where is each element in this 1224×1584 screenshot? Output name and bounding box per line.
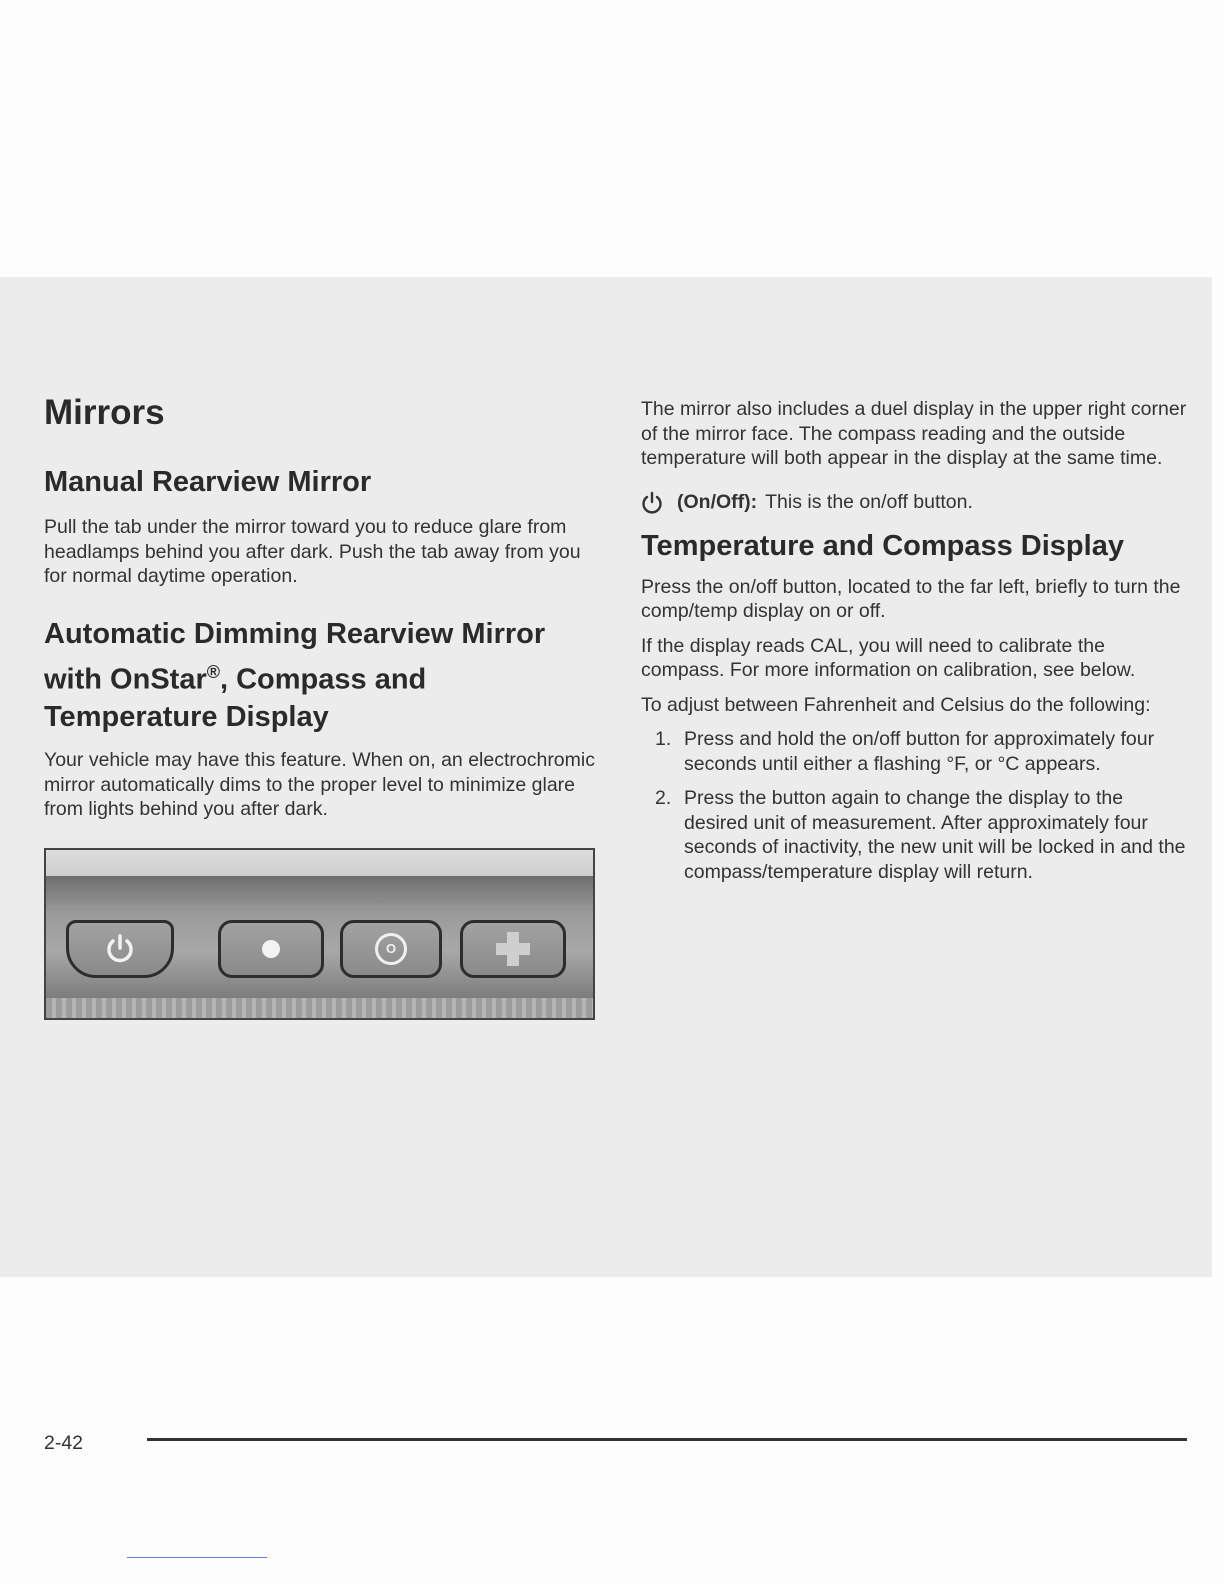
mirror-controls-illustration <box>44 848 595 1020</box>
registered-mark: ® <box>206 661 220 682</box>
auto-heading-line1: Automatic Dimming Rearview Mirror <box>44 617 546 650</box>
plus-icon <box>496 932 530 966</box>
page-number: 2-42 <box>44 1432 84 1454</box>
mirror-bottom-band <box>46 998 593 1018</box>
onoff-description <box>641 491 1189 515</box>
power-icon <box>103 932 137 966</box>
page-title: Mirrors <box>44 393 165 432</box>
dot-icon <box>262 940 280 958</box>
temp-compass-heading: Temperature and Compass Display <box>641 529 1124 562</box>
mirror-power-button <box>66 920 174 978</box>
manual-mirror-heading: Manual Rearview Mirror <box>44 466 372 498</box>
list-item: 2. Press the button again to change the display to the desired unit of measurement. After approximately four seconds of inactivity, the new unit will be locked in and the compass/temperature display will return. <box>655 787 1186 883</box>
auto-dimming-heading <box>44 615 600 737</box>
mirror-onstar-button <box>340 920 442 978</box>
onoff-text: This is the on/off button. <box>765 491 973 513</box>
display-intro-text: The mirror also includes a duel display in the upper right corner of the mirror face. The compass reading and the outside temperature will both appear in the display at the same time. <box>641 398 1187 469</box>
auto-heading-line2: with OnStar <box>44 663 207 696</box>
onoff-label: (On/Off): <box>677 491 758 513</box>
mirror-emergency-button <box>460 920 566 978</box>
footer-rule <box>147 1438 1187 1441</box>
onstar-icon: O <box>375 933 407 965</box>
temp-paragraph-3: To adjust between Fahrenheit and Celsius do the following: <box>641 693 1151 716</box>
auto-heading-line3: Temperature Display <box>44 701 329 734</box>
temp-paragraph-2: If the display reads CAL, you will need to calibrate the compass. For more information on calibration, see below. <box>641 634 1136 681</box>
manual-page <box>0 277 1212 1454</box>
steps-list <box>641 727 1189 884</box>
left-column <box>44 393 600 1020</box>
bottom-link-underline <box>127 1557 267 1558</box>
power-icon <box>641 491 663 515</box>
right-column <box>641 397 1189 894</box>
auto-dimming-text: Your vehicle may have this feature. When on, an electrochromic mirror automatically dims to the proper level to minimize glare from lights behind you after dark. <box>44 749 595 821</box>
mirror-top-band <box>46 850 593 877</box>
auto-heading-line2b: , Compass and <box>220 663 427 696</box>
mirror-onstar-call-button <box>218 920 324 978</box>
temp-paragraph-1: Press the on/off button, located to the far left, briefly to turn the comp/temp display on or off. <box>641 575 1181 622</box>
manual-mirror-text: Pull the tab under the mirror toward you to reduce glare from headlamps behind you after dark. Push the tab away from you for normal daytime operation. <box>44 516 581 587</box>
list-item: 1. Press and hold the on/off button for approximately four seconds until either a flashing °F, or °C appears. <box>655 728 1155 775</box>
